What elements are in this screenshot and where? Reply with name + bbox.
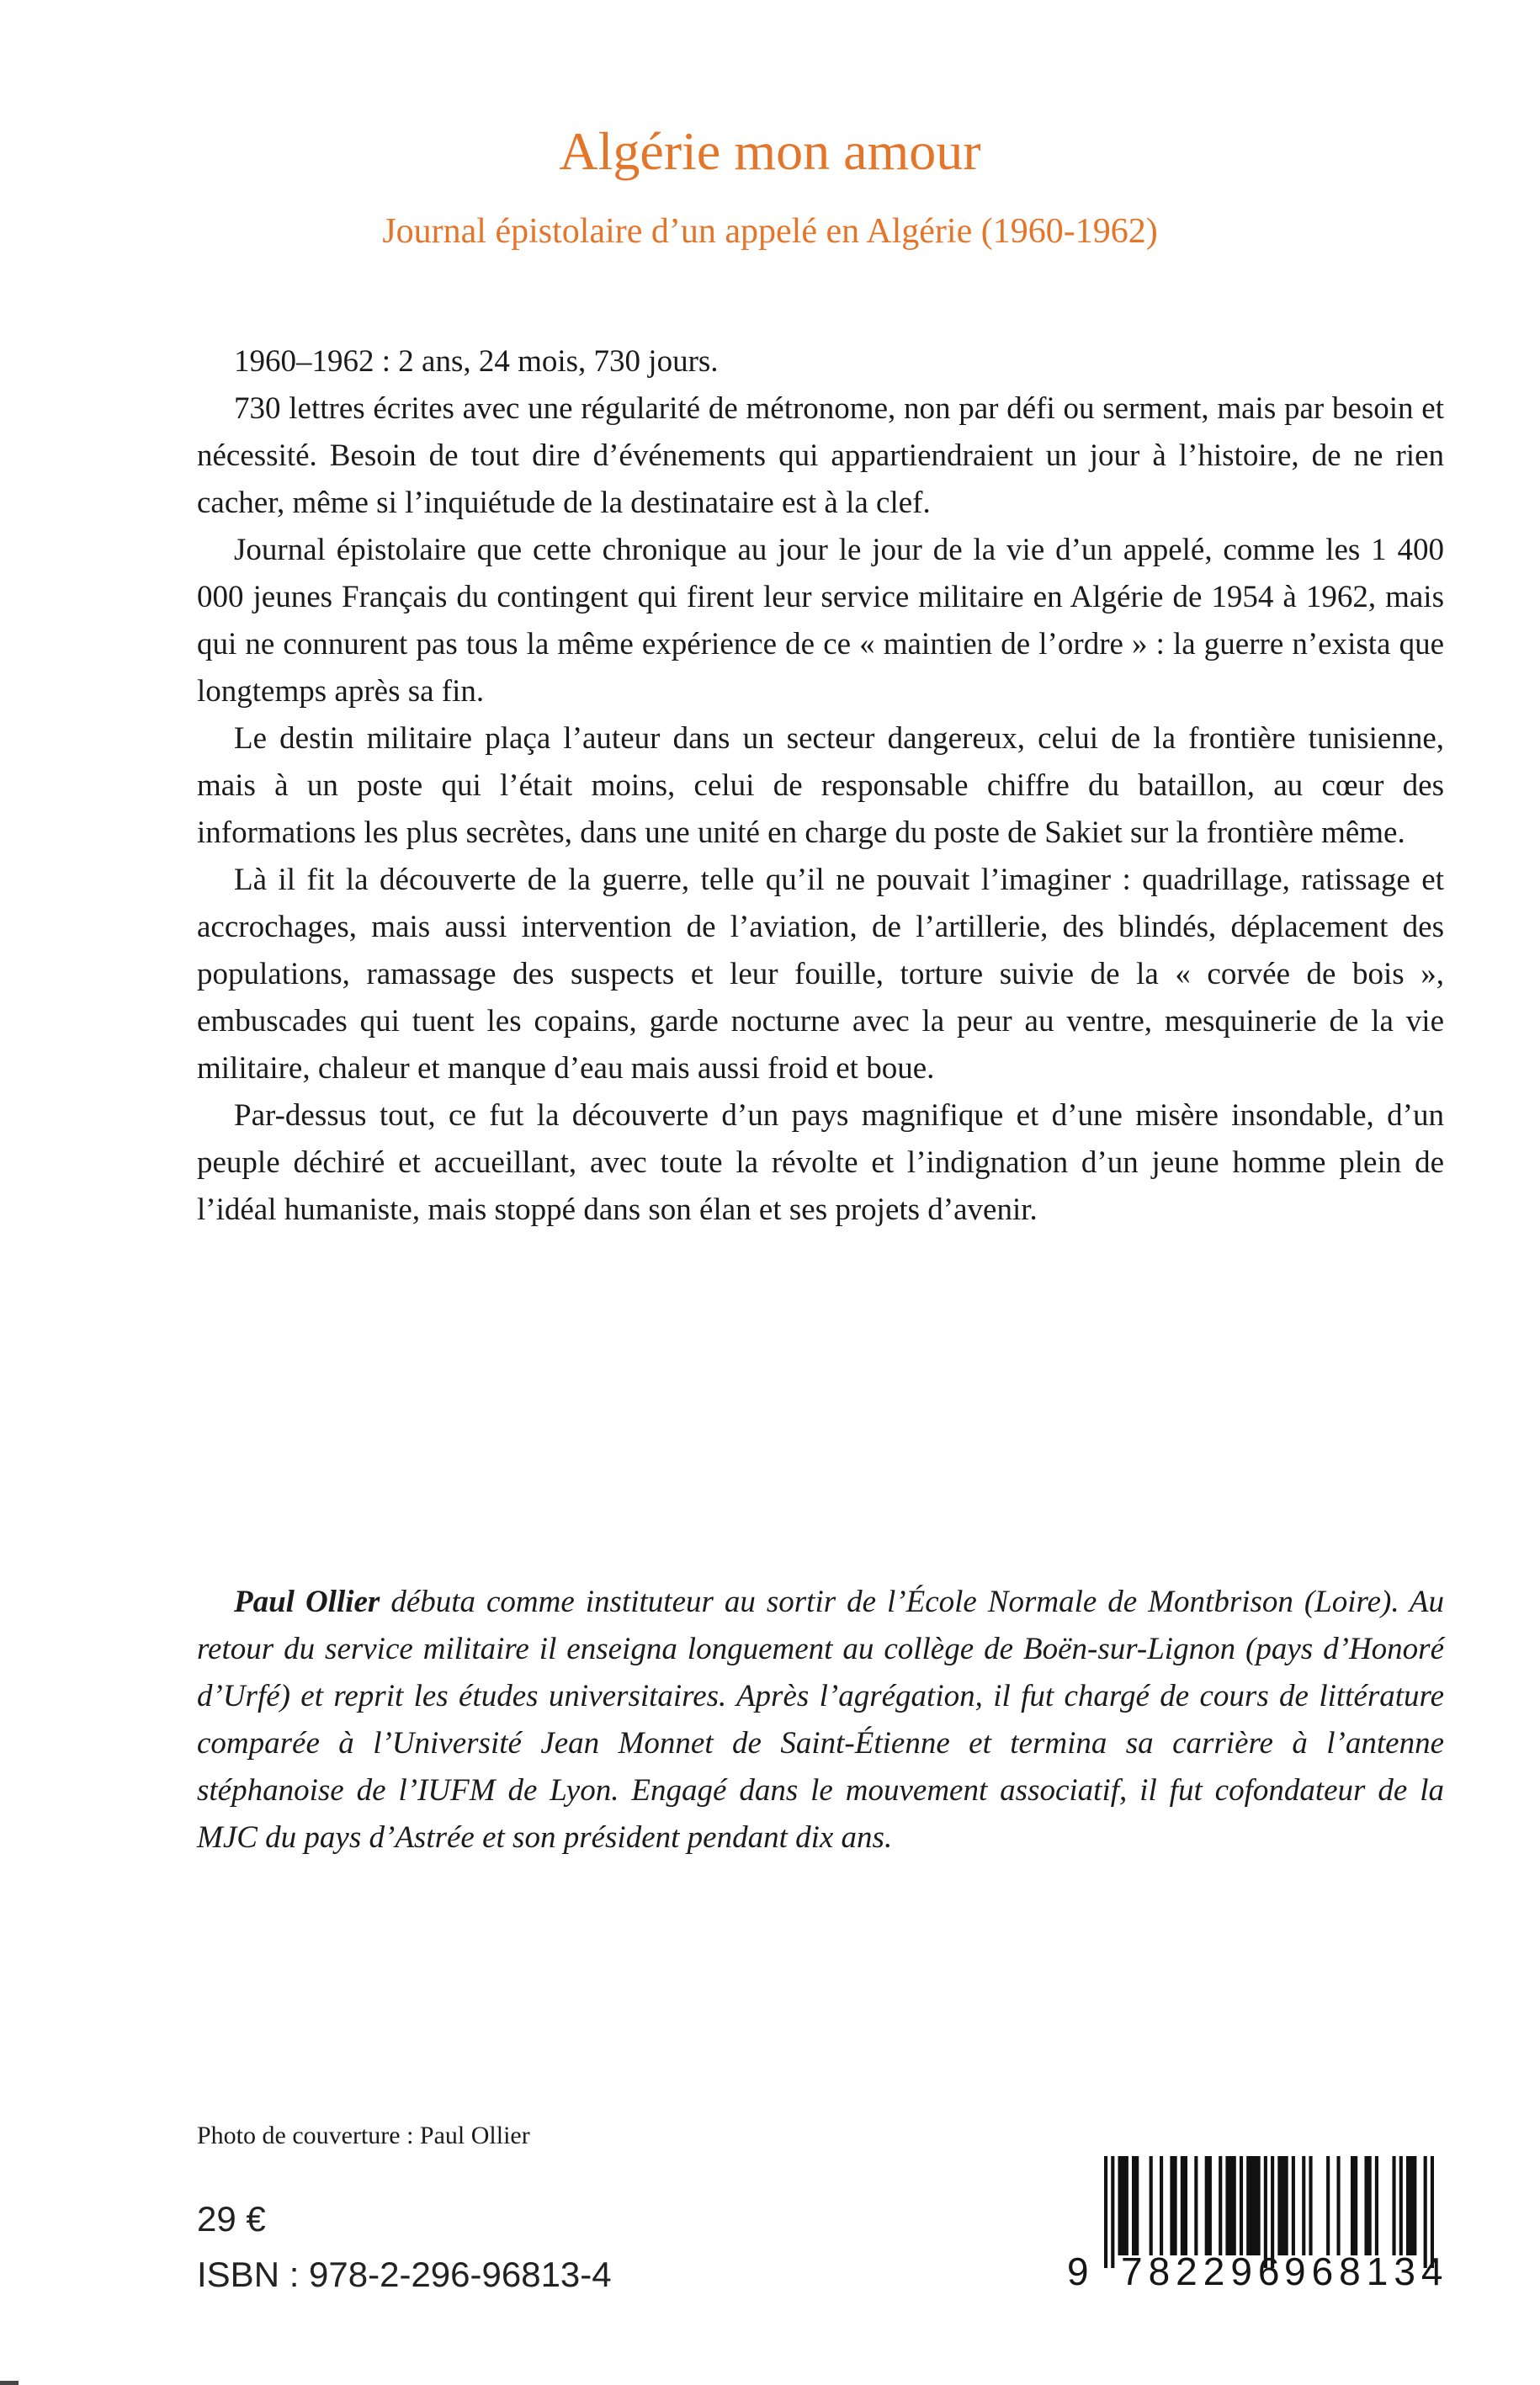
author-bio-text: débuta comme instituteur au sortir de l’École Normale de Montbrison (Loire). Au retour du service militaire il enseigna longuement au collège de Boën-sur-Lignon (pays d’Honoré d’Urfé) et reprit les études universitaires. Après l’agrégation, il fut chargé de cours de littérature comparée à l’Université Jean Monnet de Saint-Étienne et termina sa carrière à l’antenne stéphanoise de l’IUFM de Lyon. Engagé dans le mouvement associatif, il fut cofondateur de la MJC du pays d’Astrée et son président pendant dix ans. (197, 1585, 1444, 1855)
synopsis-paragraph: Journal épistolaire que cette chronique au jour le jour de la vie d’un appelé, comme les 1 400 000 jeunes Français du contingent qui firent leur service militaire en Algérie de 1954 à 1962, mais qui ne connurent pas tous la même expérience de ce « maintien de l’ordre » : la guerre n’exista que longtemps après sa fin. (197, 533, 1444, 709)
scan-artifact (0, 2381, 19, 2385)
isbn: ISBN : 978-2-296-96813-4 (197, 2255, 612, 2294)
synopsis-paragraph: Là il fit la découverte de la guerre, telle qu’il ne pouvait l’imaginer : quadrillage, ratissage et accrochages, mais aussi intervention de l’aviation, de l’artillerie, des blindés, déplacement des populations, ramassage des suspects et leur fouille, torture suivie de la « corvée de bois », embuscades qui tuent les copains, garde nocturne avec la peur au ventre, mesquinerie de la vie militaire, chaleur et manque d’eau mais aussi froid et boue. (197, 863, 1444, 1086)
synopsis-paragraph: Le destin militaire plaça l’auteur dans un secteur dangereux, celui de la frontière tunisienne, mais à un poste qui l’était moins, celui de responsable chiffre du bataillon, au cœur des informations les plus secrètes, dans une unité en charge du poste de Sakiet sur la frontière même. (197, 721, 1444, 850)
author-bio-paragraph (197, 1579, 1444, 1862)
barcode-digit-group2: 968134 (1284, 2250, 1449, 2293)
synopsis (197, 338, 1444, 1234)
author-bio (197, 1579, 1444, 1862)
barcode-digit-group1: 782296 (1121, 2250, 1286, 2293)
barcode-digit-lead: 9 (1067, 2250, 1089, 2293)
synopsis-paragraph: 730 lettres écrites avec une régularité de métronome, non par défi ou serment, mais par besoin et nécessité. Besoin de tout dire d’événements qui appartiendraient un jour à l’histoire, de ne rien cacher, même si l’inquiétude de la destinataire est à la clef. (197, 391, 1444, 520)
photo-credit: Photo de couverture : Paul Ollier (197, 2122, 530, 2149)
synopsis-paragraph: Par-dessus tout, ce fut la découverte d’un pays magnifique et d’une misère insondable, d’un peuple déchiré et accueillant, avec toute la révolte et l’indignation d’un jeune homme plein de l’idéal humaniste, mais stoppé dans son élan et ses projets d’avenir. (197, 1098, 1444, 1227)
book-title: Algérie mon amour (559, 121, 981, 181)
author-name: Paul Ollier (234, 1585, 380, 1619)
synopsis-paragraph: 1960–1962 : 2 ans, 24 mois, 730 jours. (234, 344, 719, 379)
book-subtitle: Journal épistolaire d’un appelé en Algérie (1960-1962) (382, 212, 1158, 251)
price: 29 € (197, 2199, 266, 2239)
